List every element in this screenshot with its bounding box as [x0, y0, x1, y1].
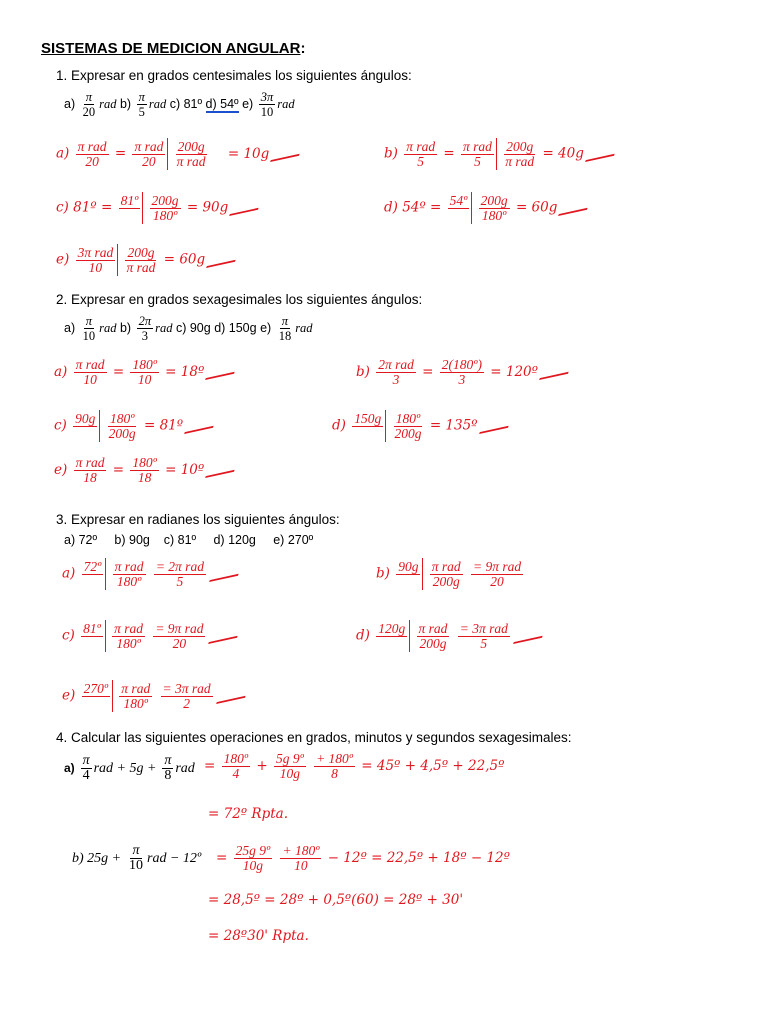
q3c-solution: c) 81º $\frac{\text{π rad}}{\text{180º}}$ $\frac{\text{= 9π rad}}{20}$ [62, 620, 237, 652]
q1c-solution: c) 81º = 81º $\frac{200g}{\text{180º}}$ = 90g [56, 192, 258, 224]
q4b-line2: = 28,5º = 28º + 0,5º(60) = 28º + 30' [208, 892, 464, 908]
q3e-solution: e) 270º $\frac{\text{π rad}}{\text{180º}}$ $\frac{\text{= 3π rad}}{2}$ [62, 680, 245, 712]
question-4: 4. Calcular las siguientes operaciones en grados, minutos y segundos sexagesimales: [56, 730, 572, 745]
page-title: SISTEMAS DE MEDICION ANGULAR: [41, 40, 306, 57]
question-2-options: a) $\frac{\pi}{10}$ rad b) $\frac{2\pi}{3}$ rad c) 90g d) 150g e) $\frac{\pi}{18}$ rad [64, 314, 313, 343]
q4a-line1: = $\frac{\text{180º}}{4}$ + $\frac{\text{5g 9º}}{10g}$ $\frac{\text{+ 180º}}{8}$ = 45º + 4,5º + 22,5º [204, 751, 505, 781]
q2e-solution: e) $\frac{\text{π rad}}{18}$ = $\frac{\text{180º}}{18}$ = 10º [54, 456, 234, 485]
q2b-solution: b) $\frac{\text{2π rad}}{3}$ = $\frac{\text{2(180º)}}{3}$ = 120º [356, 358, 568, 387]
q3b-solution: b) 90g $\frac{\text{π rad}}{200g}$ $\frac{\text{= 9π rad}}{20}$ [376, 558, 522, 589]
q2a-solution: a) $\frac{\text{π rad}}{10}$ = $\frac{\text{180º}}{10}$ = 18º [54, 358, 234, 387]
q4b-line1: = $\frac{\text{25g 9º}}{10g}$ $\frac{\text{+ 180º}}{10}$ − 12º = 22,5º + 18º − 12º [216, 843, 510, 873]
q3d-solution: d) 120g $\frac{\text{π rad}}{200g}$ $\frac{\text{= 3π rad}}{5}$ [356, 620, 542, 652]
q4a-line2: = 72º Rpta. [208, 806, 288, 822]
question-2: 2. Expresar en grados sexagesimales los siguientes ángulos: [56, 292, 423, 307]
question-1: 1. Expresar en grados centesimales los siguientes ángulos: [56, 68, 412, 83]
q1d-solution: d) 54º = 54º $\frac{200g}{\text{180º}}$ = 60g [384, 192, 587, 224]
q1a-solution: a) $\frac{\text{π rad}}{20}$ = $\frac{\text{π rad}}{20}$ $\frac{200g}{\text{π rad}}$ = 10g [56, 138, 299, 170]
q2d-solution: d) 150g $\frac{\text{180º}}{200g}$ = 135º [332, 410, 508, 442]
q1e-solution: e) $\frac{\text{3π rad}}{10}$ $\frac{200g}{\text{π rad}}$ = 60g [56, 244, 235, 276]
q4b-line3: = 28º30' Rpta. [208, 928, 309, 944]
question-4a: a) $\frac{\pi}{4}$ rad + 5g + $\frac{\pi}{8}$ rad [64, 753, 195, 783]
question-3: 3. Expresar en radianes los siguientes ángulos: [56, 512, 340, 527]
q2c-solution: c) 90g $\frac{\text{180º}}{200g}$ = 81º [54, 410, 213, 442]
question-3-options: a) 72º b) 90g c) 81º d) 120g e) 270º [64, 533, 314, 547]
question-4b: b) 25g + $\frac{\pi}{10}$ rad − 12º [72, 843, 202, 873]
q3a-solution: a) 72º $\frac{\text{π rad}}{\text{180º}}$ $\frac{\text{= 2π rad}}{5}$ [62, 558, 238, 590]
question-1-options: a) $\frac{\pi}{20}$ rad b) $\frac{\pi}{5}$ rad c) 81º d) 54º e) $\frac{3\pi}{10}$ rad [64, 90, 295, 119]
q1b-solution: b) $\frac{\text{π rad}}{5}$ = $\frac{\text{π rad}}{5}$ $\frac{200g}{\text{π rad}}$ = 40g [384, 138, 614, 170]
